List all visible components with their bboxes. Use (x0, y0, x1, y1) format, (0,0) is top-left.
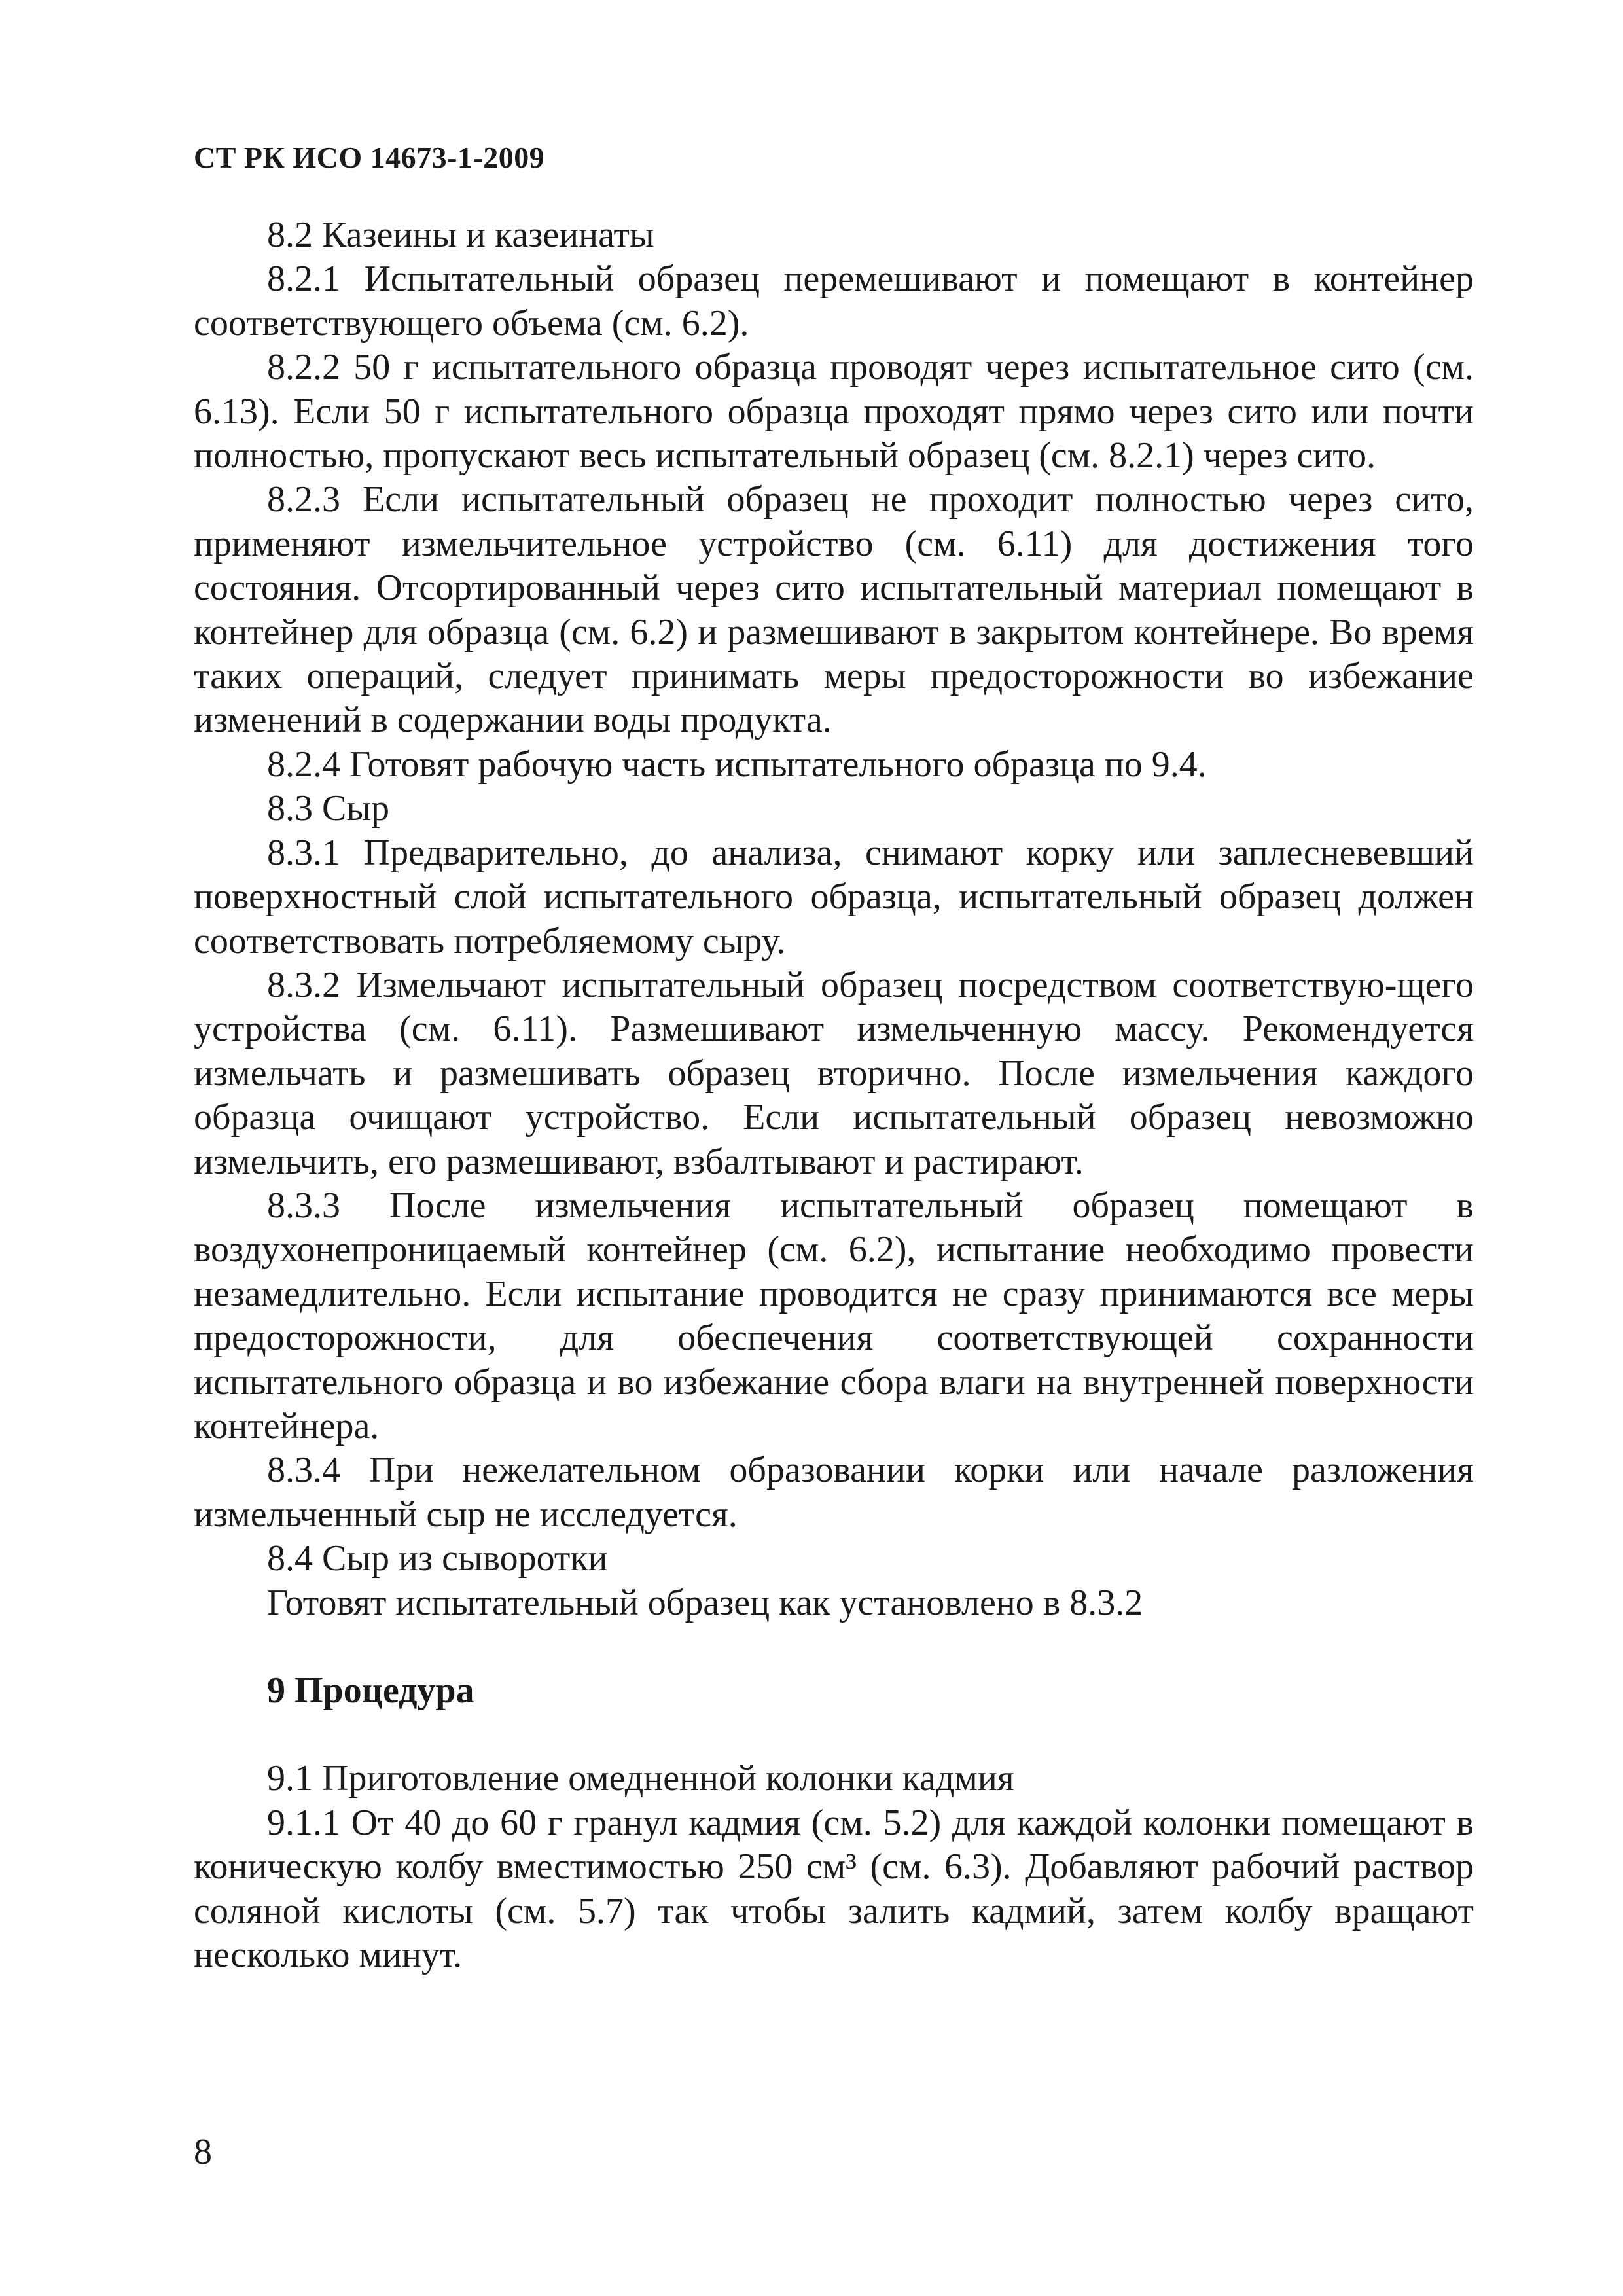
section-9-1-title: 9.1 Приготовление омедненной колонки кадмия (267, 1758, 1014, 1799)
paragraph-8-3-1: 8.3.1 Предварительно, до анализа, снимают корку или заплесневевший поверхностный слой испытательного образца, испытательный образец должен соответствовать потребляемому сыру. (194, 832, 1474, 961)
paragraph-8-3-4: 8.3.4 При нежелательном образовании корки или начале разложения измельченный сыр не исследуется. (194, 1450, 1474, 1535)
paragraph-8-2-1: 8.2.1 Испытательный образец перемешивают и помещают в контейнер соответствующего объема (см. 6.2). (194, 259, 1474, 344)
paragraph-8-3-3: 8.3.3 После измельчения испытательный образец помещают в воздухонепроницаемый контейнер (см. 6.2), испытание необходимо провести незамедлительно. Если испытание проводится не сразу принимаются все меры предосторожности, для обеспечения соответствующей сохранности испытательного образца и во избежание сбора влаги на внутренней поверхности контейнера. (194, 1185, 1474, 1446)
paragraph-8-4: Готовят испытательный образец как установлено в 8.3.2 (267, 1582, 1143, 1623)
section-8-3-title: 8.3 Сыр (267, 788, 389, 829)
section-8-4-title: 8.4 Сыр из сыворотки (267, 1538, 608, 1579)
section-9-heading: 9 Процедура (267, 1670, 474, 1711)
paragraph-8-2-3: 8.2.3 Если испытательный образец не проходит полностью через сито, применяют измельчительное устройство (см. 6.11) для достижения того состояния. Отсортированный через сито испытательный материал помещают в контейнер для образца (см. 6.2) и размешивают в закрытом контейнере. Во время таких операций, следует принимать меры предосторожности во избежание изменений в содержании воды продукта. (194, 479, 1474, 741)
document-body (194, 213, 1474, 1977)
standard-header: СТ РК ИСО 14673-1-2009 (194, 141, 545, 174)
paragraph-8-2-2: 8.2.2 50 г испытательного образца проводят через испытательное сито (см. 6.13). Если 50 г испытательного образца проходят прямо через сито или почти полностью, пропускают весь испытательный образец (см. 8.2.1) через сито. (194, 347, 1474, 476)
paragraph-8-2-4: 8.2.4 Готовят рабочую часть испытательного образца по 9.4. (267, 744, 1207, 785)
section-8-2-title: 8.2 Казеины и казеинаты (267, 215, 654, 255)
page-number: 8 (194, 2132, 212, 2172)
paragraph-9-1-1: 9.1.1 От 40 до 60 г гранул кадмия (см. 5.2) для каждой колонки помещают в коническую колбу вместимостью 250 см³ (см. 6.3). Добавляют рабочий раствор соляной кислоты (см. 5.7) так чтобы залить кадмий, затем колбу вращают несколько минут. (194, 1802, 1474, 1976)
paragraph-8-3-2: 8.3.2 Измельчают испытательный образец посредством соответствую-щего устройства (см. 6.11). Размешивают измельченную массу. Рекомендуется измельчать и размешивать образец вторично. После измельчения каждого образца очищают устройство. Если испытательный образец невозможно измельчить, его размешивают, взбалтывают и растирают. (194, 964, 1474, 1182)
